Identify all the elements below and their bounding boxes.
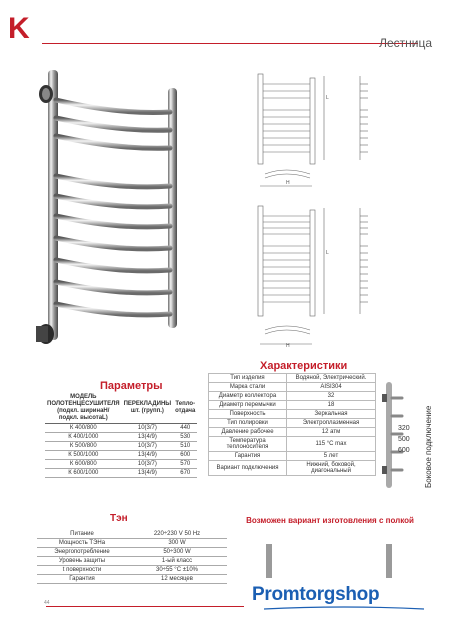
spec-value: Нижний, боковой, диагональный (287, 461, 376, 476)
rungs-cell: 13(4/9) (122, 432, 174, 441)
ten-value: 30÷55 °С ±10% (127, 566, 227, 575)
dimension-h-label-2: H (286, 343, 290, 349)
ten-value: 12 месяцев (127, 575, 227, 584)
spec-value: 32 (287, 392, 376, 401)
column-header: Тепло-отдача (173, 393, 197, 423)
table-row (45, 468, 197, 477)
table-row (209, 374, 376, 383)
column-header: ПЕРЕКЛАДИНЫ шт. (групп.) (122, 393, 174, 423)
spec-key: Гарантия (209, 452, 287, 461)
logo-text-b: shop (335, 584, 380, 605)
page-number: 44 (44, 600, 50, 606)
dimension-h-label: H (286, 180, 290, 186)
table-row (209, 428, 376, 437)
table-row (37, 530, 227, 539)
heat-cell: 530 (173, 432, 197, 441)
header-divider (42, 43, 418, 44)
specs-table (208, 373, 376, 476)
spec-key: Тип полировки (209, 419, 287, 428)
spec-key: Марка стали (209, 383, 287, 392)
spec-key: Диаметр перемычки (209, 401, 287, 410)
table-row (209, 392, 376, 401)
ten-value: 1-ый класс (127, 557, 227, 566)
table-row (209, 461, 376, 476)
rungs-cell: 13(4/9) (122, 468, 174, 477)
rungs-cell: 10(3/7) (122, 441, 174, 450)
model-cell: К 500/800 (45, 441, 122, 450)
ten-key: Уровень защиты (37, 557, 127, 566)
table-row (37, 539, 227, 548)
dimension-l-label-2: L (326, 250, 329, 256)
side-connection-label (424, 380, 434, 490)
spec-key: Тип изделия (209, 374, 287, 383)
model-cell: К 400/1000 (45, 432, 122, 441)
spec-key: Вариант подключения (209, 461, 287, 476)
rungs-cell: 10(3/7) (122, 459, 174, 468)
table-row (37, 575, 227, 584)
table-row (45, 432, 197, 441)
logo-swoosh (264, 606, 424, 610)
spec-value: AISI304 (287, 383, 376, 392)
connection-value: 320 (398, 425, 410, 432)
spec-value: Электроплазменная (287, 419, 376, 428)
spec-value: 115 °С max (287, 437, 376, 452)
spec-key: Диаметр коллектора (209, 392, 287, 401)
ten-key: Гарантия (37, 575, 127, 584)
spec-value: 5 лет (287, 452, 376, 461)
shelf-photo (256, 540, 406, 580)
table-row (209, 401, 376, 410)
table-row (37, 548, 227, 557)
spec-value: 12 атм (287, 428, 376, 437)
dimension-l-label: L (326, 95, 329, 101)
parameters-table (45, 393, 197, 478)
ten-title: Тэн (110, 513, 128, 524)
table-row (45, 459, 197, 468)
ten-key: Питание (37, 530, 127, 539)
ten-key: Энергопотребление (37, 548, 127, 557)
table-row (209, 437, 376, 452)
column-header: МОДЕЛЬ ПОЛОТЕНЦЕСУШИТЕЛЯ (подкл. ширинаН/ подкл. высотаL) (45, 393, 122, 423)
table-row (209, 383, 376, 392)
model-letter: K (8, 12, 30, 45)
model-cell: К 600/1000 (45, 468, 122, 477)
table-row (45, 450, 197, 459)
ten-key: t поверхности (37, 566, 127, 575)
front-drawing-large (240, 198, 390, 353)
connection-value: 600 (398, 447, 410, 454)
spec-key: Давление рабочее (209, 428, 287, 437)
connection-values (398, 423, 410, 456)
ten-value: 220÷230 V 50 Hz (127, 530, 227, 539)
spec-value: 18 (287, 401, 376, 410)
table-row (45, 423, 197, 432)
logo-text-a: Promtorg (252, 584, 336, 605)
front-drawing (240, 66, 390, 196)
towel-rail-photo (30, 60, 200, 360)
model-cell: К 500/1000 (45, 450, 122, 459)
shelf-variant-title: Возможен вариант изготовления с полкой (246, 516, 414, 525)
model-cell: К 600/800 (45, 459, 122, 468)
heat-cell: 670 (173, 468, 197, 477)
series-title: Лестница (379, 36, 432, 50)
spec-value: Водяной, Электрический. (287, 374, 376, 383)
heat-cell: 440 (173, 423, 197, 432)
connection-value: 500 (398, 436, 410, 443)
rungs-cell: 13(4/9) (122, 450, 174, 459)
table-row (45, 441, 197, 450)
table-row (209, 452, 376, 461)
spec-key: Температура теплоносителя (209, 437, 287, 452)
ten-table (37, 530, 227, 584)
table-row (37, 557, 227, 566)
ten-key: Мощность ТЭНа (37, 539, 127, 548)
ten-value: 300 W (127, 539, 227, 548)
heat-cell: 600 (173, 450, 197, 459)
specs-title: Характеристики (260, 360, 348, 372)
heat-cell: 510 (173, 441, 197, 450)
model-cell: К 400/800 (45, 423, 122, 432)
heat-cell: 570 (173, 459, 197, 468)
ten-value: 50÷300 W (127, 548, 227, 557)
promtorgshop-logo (252, 584, 379, 606)
spec-value: Зеркальная (287, 410, 376, 419)
footer-divider (46, 606, 244, 607)
rungs-cell: 10(3/7) (122, 423, 174, 432)
parameters-title: Параметры (100, 380, 163, 392)
table-row (209, 419, 376, 428)
side-connection-text: Боковое подключение (424, 405, 433, 488)
spec-key: Поверхность (209, 410, 287, 419)
table-row (37, 566, 227, 575)
table-row (209, 410, 376, 419)
